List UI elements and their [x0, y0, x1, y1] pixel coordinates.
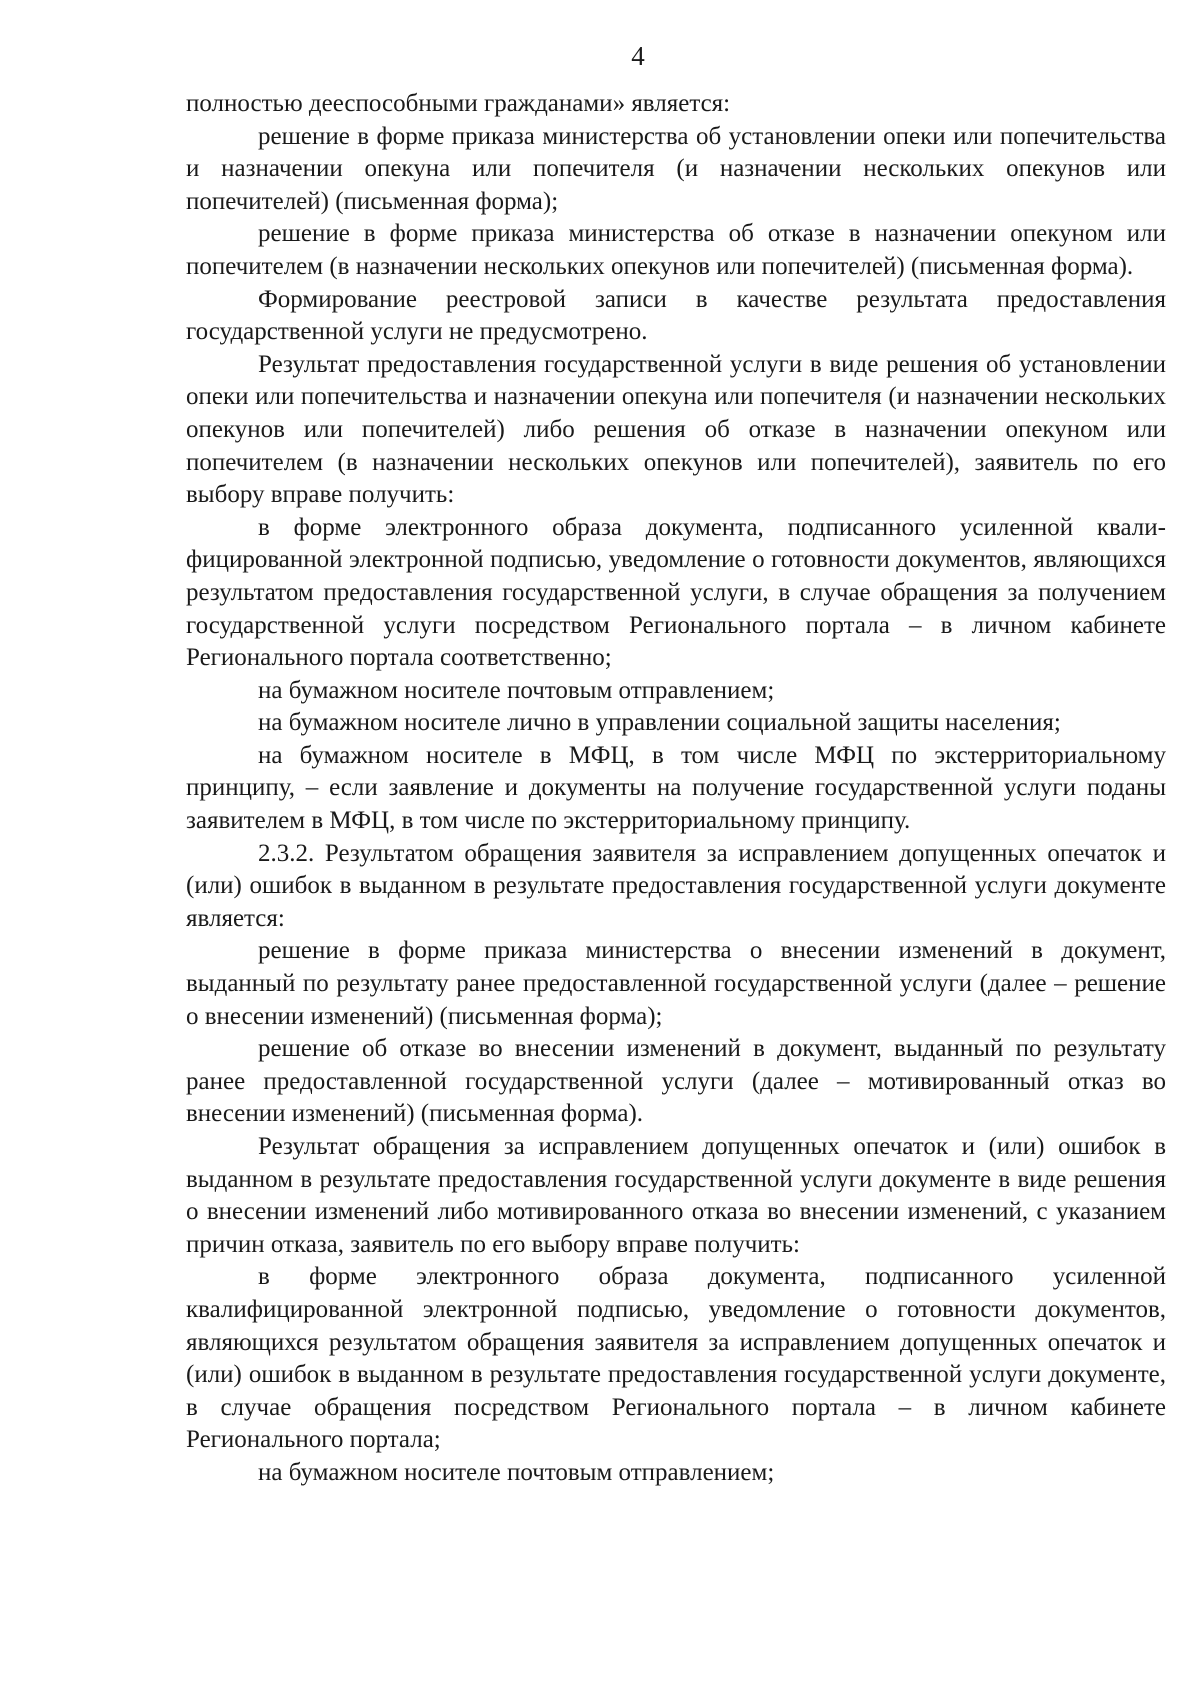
paragraph-electronic-form: в форме электронного образа документа, подписанного усиленной квалифицированной электронной подписью, уведомление о готовности документов, являющихся результатом предоставления государственной услуги, в случае обращения за получением государственной услуги посредством Регионального портала – в личном кабинете Регионального портала соответственно; — [186, 513, 1166, 672]
paragraph-continuation: полностью дееспособными гражданами» является: — [186, 90, 731, 117]
paragraph-registry-record: Формирование реестровой записи в качестве результата предоставления государственной услуги не предусмотрено. — [186, 285, 1166, 346]
paragraph-refusal-decision: решение в форме приказа министерства об отказе в назначении опекуном или попечителем (в назначении нескольких опекунов или попечителей) (письменная форма). — [186, 220, 1166, 280]
paragraph-correction-result: Результат обращения за исправлением допущенных опечаток и (или) ошибок в выданном в результате предоставления государственной услуги документе в виде решения о внесении изменений либо мотивированного отказа во внесении изменений, с указанием причин отказа, заявитель по его выбору вправе получить: — [186, 1133, 1166, 1258]
paragraph-mfc: на бумажном носителе в МФЦ, в том числе МФЦ по экстерриториальному принципу, – если заявление и документы на получение государственной услуги поданы заявителем в МФЦ, в том числе по экстерриториальному принципу. — [186, 741, 1166, 835]
document-body — [186, 88, 1166, 1490]
paragraph-in-person: на бумажном носителе лично в управлении социальной защиты населения; — [258, 709, 1061, 737]
paragraph-correction-electronic: в форме электронного образа документа, подписанного усиленной квалифицированной электронной подписью, уведомление о готовности документов, являющихся результатом обращения заявителя за исправлением допущенных опечаток и (или) ошибок в выданном в результате предоставления государственной услуги документе, в случае обращения посредством Регионального портала – в личном кабинете Регионального портала; — [186, 1263, 1166, 1454]
paragraph-amendment-refusal: решение об отказе во внесении изменений в документ, выданный по результату ранее предоставленной государственной услуги (далее – мотивированный отказ во внесении изменений) (письменная форма). — [186, 1035, 1166, 1128]
paragraph-guardianship-decision: решение в форме приказа министерства об установлении опеки или попечительства и назначении опекуна или попечителя (и назначении нескольких опекунов или попечителей) (письменная форма); — [186, 122, 1166, 215]
paragraph-result-options: Результат предоставления государственной услуги в виде решения об установлении опеки или попечительства и назначении опекуна или попечителя (и назначении нескольких опекунов или попечителей) либо решения об отказе в назначении опекуном или попечителем (в назначении нескольких опекунов или попечителей), заявитель по его выбору вправе получить: — [186, 350, 1166, 509]
paragraph-correction-postal: на бумажном носителе почтовым отправлением; — [258, 1458, 775, 1486]
page-number: 4 — [631, 41, 645, 71]
paragraph-amendment-decision: решение в форме приказа министерства о внесении изменений в документ, выданный по результату ранее предоставленной государственной услуги (далее – решение о внесении изменений) (письменная форма); — [186, 937, 1166, 1030]
paragraph-section-2-3-2: 2.3.2. Результатом обращения заявителя за исправлением допущенных опечаток и (или) ошибок в выданном в результате предоставления государственной услуги документе является: — [186, 839, 1166, 932]
paragraph-postal-delivery: на бумажном носителе почтовым отправлением; — [258, 676, 775, 704]
